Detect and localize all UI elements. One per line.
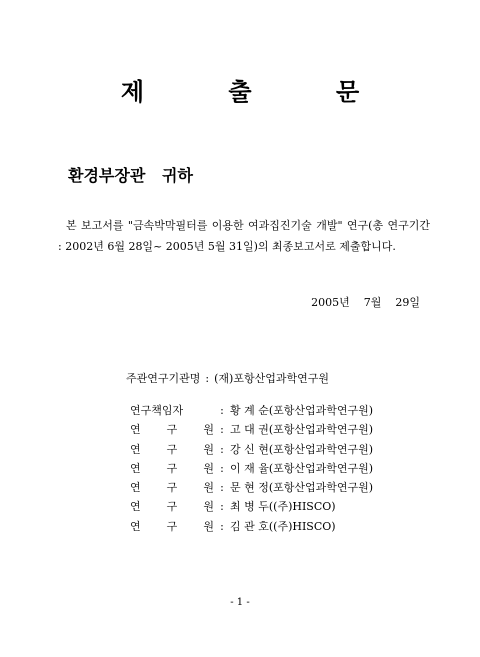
researcher-row xyxy=(130,498,373,517)
researcher-name: 김 관 호((주)HISCO) xyxy=(230,519,336,533)
researcher-role: 연 구 원 xyxy=(130,442,214,456)
researcher-row xyxy=(130,479,373,498)
researcher-role: 연 구 원 xyxy=(130,481,214,495)
researcher-row xyxy=(130,518,373,537)
researcher-row xyxy=(130,421,373,440)
researcher-separator: : xyxy=(220,481,224,495)
researcher-name: 이 재 율(포항산업과학연구원) xyxy=(230,461,374,475)
researcher-role: 연구책임자 xyxy=(130,404,184,417)
researcher-name: 고 대 권(포항산업과학연구원) xyxy=(230,423,374,437)
submission-date: 2005년 7월 29일 xyxy=(311,296,420,309)
researcher-list xyxy=(130,402,373,537)
researcher-role: 연 구 원 xyxy=(130,519,214,533)
page-number: - 1 - xyxy=(230,597,250,608)
researcher-name: 강 신 현(포항산업과학연구원) xyxy=(230,442,374,456)
researcher-row xyxy=(130,441,373,460)
researcher-row xyxy=(130,402,373,421)
recipient-line: 환경부장관 귀하 xyxy=(68,166,193,185)
researcher-name: 황 계 순(포항산업과학연구원) xyxy=(230,404,374,417)
submission-statement: 본 보고서를 "금속박막필터를 이용한 여과집진기술 개발" 연구(총 연구기간 : 2002년 6월 28일~ 2005년 5월 31일)의 최종보고서로 제출합니다. xyxy=(58,219,430,253)
researcher-separator: : xyxy=(220,461,224,475)
organization-name: (재)포항산업과학연구원 xyxy=(214,372,329,385)
researcher-role: 연 구 원 xyxy=(130,423,214,437)
researcher-name: 최 병 두((주)HISCO) xyxy=(230,500,336,514)
document-title: 제 출 문 xyxy=(120,77,398,106)
researcher-role: 연 구 원 xyxy=(130,500,214,514)
researcher-separator: : xyxy=(220,519,224,533)
organization-label: 주관연구기관명 xyxy=(126,372,201,385)
researcher-separator: : xyxy=(220,442,224,456)
lead-organization xyxy=(126,370,329,386)
researcher-row xyxy=(130,460,373,479)
researcher-role: 연 구 원 xyxy=(130,461,214,475)
researcher-separator: : xyxy=(220,423,224,437)
researcher-separator: : xyxy=(220,500,224,514)
researcher-separator: : xyxy=(220,404,224,417)
researcher-name: 문 현 정(포항산업과학연구원) xyxy=(230,481,374,495)
organization-separator: : xyxy=(205,372,210,385)
